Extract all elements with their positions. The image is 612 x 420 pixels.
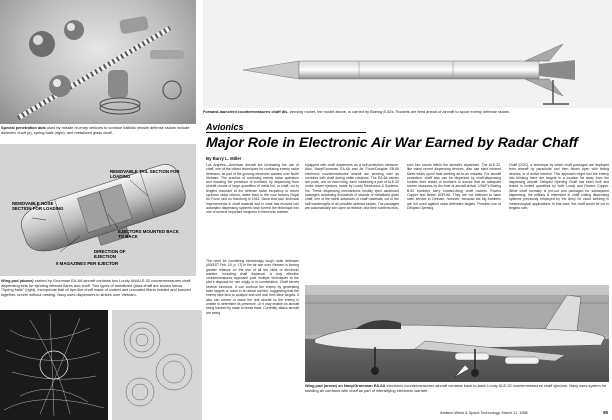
label-direction: DIRECTION OF EJECTION: [94, 249, 126, 259]
caption-wing-pod-lead: Wing pod (above): [1, 278, 34, 283]
chaff-rocket-photo: [203, 0, 612, 108]
article-column-5: [509, 163, 609, 283]
caption-penetration-aids: [1, 126, 195, 135]
caption-wing-pod: [1, 279, 195, 297]
caption-penetration-aids-lead: Special penetration aids: [1, 125, 46, 130]
article-paragraph-3: equipped with chaff dispensers as a self-protection measure. Also, Navy/Grumman EA-6A and Air Force/Douglas EB-66 electronic countermeasures aircraft are seeding vast air corridors with chaff during strike missions. The EA-6A carries two pods, one on each wing, each containing a pair of ALE-32 motor driven ejectors, made by Lundy Electronics & Systems, Inc. These dispensing mechanisms forcibly eject cardboard packages containing thousands of strands of metallized glass chaff, one of the latest advances in chaff materials, cut to the half wavelengths of all possible defense radars. The packages are automatically torn open at release, and their contents blos-: [305, 163, 399, 210]
spring-balls-photo: [112, 310, 202, 420]
footer-publication: Aviation Week & Space Technology, March 11, 1968: [440, 411, 528, 415]
byline: By Barry L. Miller: [206, 156, 242, 161]
label-removable-nose: REMOVABLE NOSE SECTION FOR LOADING: [12, 201, 64, 211]
caption-chaff-rocket: [203, 110, 612, 115]
ea6a-aircraft-image: [305, 285, 609, 382]
article-column-3: [305, 163, 399, 283]
spring-balls-image: [112, 310, 202, 420]
section-label: Avionics: [206, 122, 244, 132]
label-magazines: 5 MAGAZINES PER EJECTOR: [56, 261, 119, 266]
caption-chaff-rocket-lead: Forward-launched countermeasures chaff dis-: [203, 109, 289, 114]
penetration-aids-image: [0, 0, 196, 124]
headline: Major Role in Electronic Air War Earned by Radar Chaff: [206, 135, 578, 151]
caption-chaff-rocket-text: pensing rocket, the model above, is carried by Boeing B-52s. Rockets are fired ahead of aircraft to spoof enemy defense radars.: [289, 109, 511, 114]
page-number: 95: [603, 410, 608, 415]
glass-chaff-image: [0, 310, 108, 420]
glass-chaff-photo: [0, 310, 108, 420]
label-removable-tail: REMOVABLE TAIL SECTION FOR LOADING: [110, 169, 180, 179]
section-rule: [206, 132, 366, 133]
caption-wing-pod-text: carried by Grumman EA-6A aircraft contains two Lundy AN/ALE-32 countermeasures chaff dispensing sets for ejecting infrared flares and chaff. Two types of metallized glass chaff are shown below. "Spring balls" (right), incorporate bait of ripe-like chaff made of coated and uncoated fibers twisted and bonded together, unreel without nesting. Navy uses dispensers in strikes over Vietnam.: [1, 278, 191, 297]
caption-ea6a: [305, 384, 609, 393]
article-paragraph-4: som into clouds within the aircraft's slipstream. The ALE-32, like many recent dispensing devices, also can eject infrared flares which spoof heat seeking air-to-air missiles. For aircraft protection, chaff also can be dispersed by chaff-dispensing rockets fired ahead of bombers to assure that an adequate screen blossoms by the time of aircraft arrival. USAF's Boeing B-52 bombers carry forward-firing chaff rockets. Rovers Copper and Brass' ADR-8A. They are not believed to have seen service in Vietnam, however, because the big bombers are not used against radar-defended targets. Possible use of Delayed Opening: [407, 163, 501, 210]
article-paragraph-1: Los Angeles—American aircraft are increasing the use of chaff, one of the oldest techniques for confusing enemy radar defenses, as part of the growing electronic warfare over North Vietnam. The practice of confusing enemy radar operators and masking the presence of bombers by dispensing from aircraft clouds of large quantities of metal foil, or chaff, cut to lengths resonant at the defense radar frequency to return spurious radar returns, dates back to the now famous Royal Air Force raid on Hamburg in 1943. Since that raid, technical improvements in chaff material and in what has evolved into automatic dispensing systems have turned the technique into one of several important weapons in electronic warfare.: [206, 163, 299, 215]
caption-penetration-aids-text: used by missile re-entry vehicles to confuse ballistic missile defense radars include dielectric chaff (a), spring balls (right), and metallized glass chaff.: [1, 125, 190, 135]
ea6a-aircraft-photo: [305, 285, 609, 382]
caption-ea6a-lead: Wing pod (arrow) on Navy/Grumman EA-6A: [305, 383, 386, 388]
article-column-2: [206, 259, 299, 419]
label-ejectors: EJECTORS MOUNTED BACK TO BACK: [118, 229, 179, 239]
caption-ea6a-text: electronic countermeasures aircraft contains back-to-back Lundy ALE-32 countermeasures chaff ejectors. Navy uses system for seeding air corridors with chaff as part of intensifying electronic warfare.: [305, 383, 607, 393]
chaff-rocket-image: [203, 0, 612, 108]
article-paragraph-2: The need for countering increasingly tough radar defenses (AW&ST Feb. 19, p. 17) in the air war over Vietnam is forcing greater reliance on the use of all the skills of electronic warfare, including chaff dispersal. A truly effective countermeasures approach puts multiple techniques at the pilot's disposal for use singly or in combination. Chaff serves several functions. It can confuse the enemy by generating false targets or noise in an aerial corridor, suggesting that the enemy take time to analyze and sort real from false targets. It also can screen or mask the real aircraft so the enemy is unable to determine its presence. Or it may enable an aircraft being tracked by radar to break track. Currently, attack aircraft are being: [206, 259, 299, 315]
penetration-aids-photo: [0, 0, 196, 124]
article-paragraph-5: Chaff (DOC), a technique by which chaff packages are deployed from aircraft by parachute and then blown open with timing devices, is of active interest. This approach might fuel the enemy into thinking there are targets in a location far away from the dispensing aircraft. Delayed Opening Chaff has been built and tested in limited quantities by both Lundy and Revere Copper. While chaff normally is pre-cut and packaged for subsequent dispensing, the military is interested in chaff cutting dispensing systems previously employed by the Army for cloud seeding in meteorological applications. In this case, the chaff would be cut to lengths com-: [509, 163, 609, 210]
article-column-4: [407, 163, 501, 283]
